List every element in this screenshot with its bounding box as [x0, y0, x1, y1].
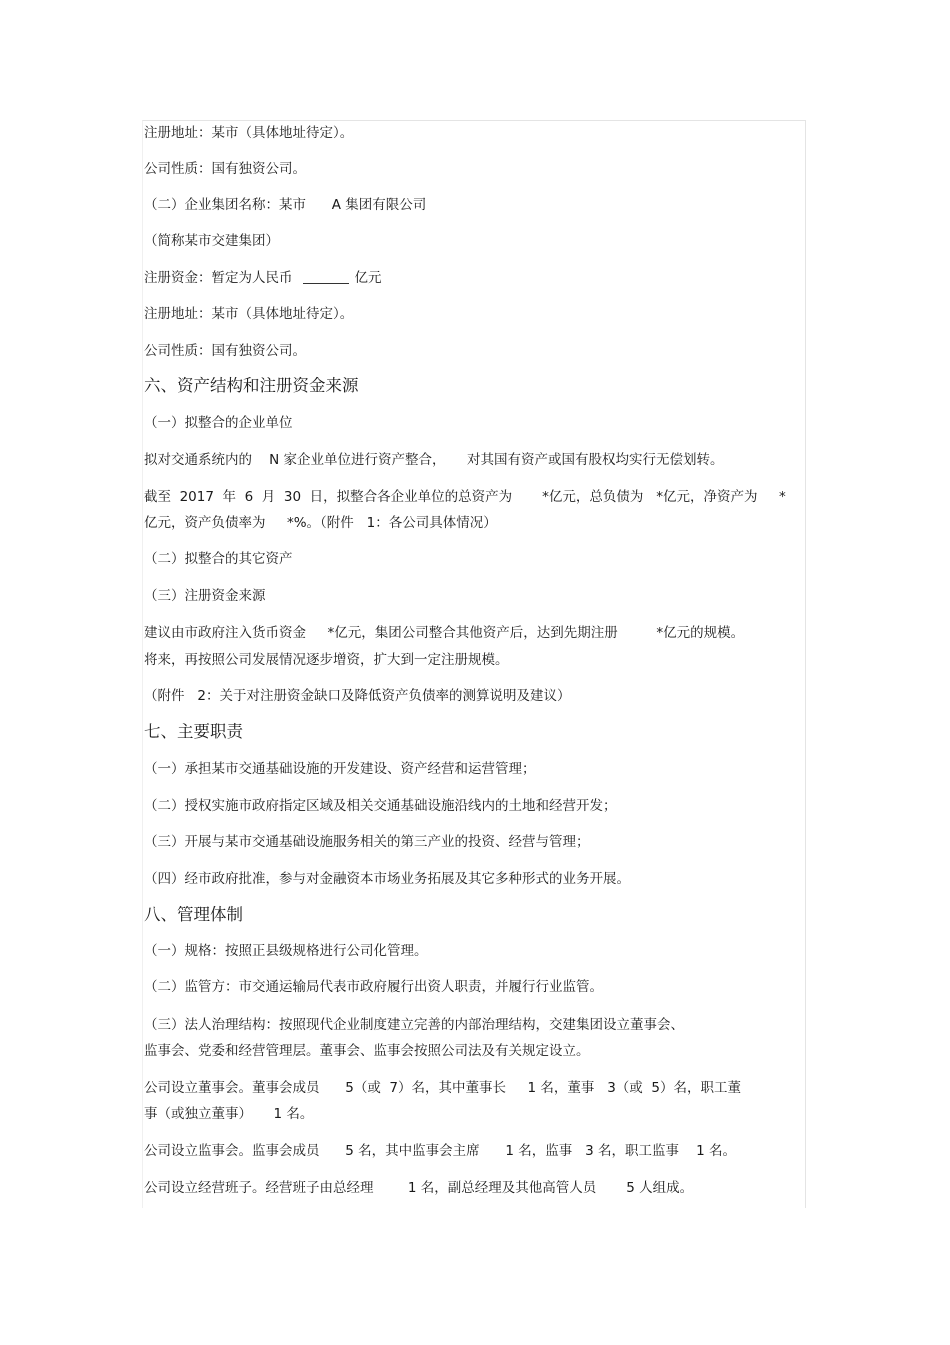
- supervisory-board: 公司设立监事会。监事会成员 5 名，其中监事会主席 1 名，监事 3 名，职工监事 1 名。: [144, 1143, 737, 1159]
- para-6-1-a: 拟对交通系统内的 N 家企业单位进行资产整合， 对其国有资产或国有股权均实行无偿划转。: [144, 452, 724, 468]
- duty-3: （三）开展与某市交通基础设施服务相关的第三产业的投资、经营与管理；: [144, 834, 590, 850]
- group-short-name: （简称某市交建集团）: [144, 233, 279, 249]
- section-8-heading: 八、管理体制: [144, 905, 243, 924]
- mgmt-3-b: 监事会、党委和经营管理层。董事会、监事会按照公司法及有关规定设立。: [144, 1043, 590, 1059]
- item-6-3: （三）注册资金来源: [144, 588, 266, 604]
- section-7-heading: 七、主要职责: [144, 722, 243, 741]
- registered-capital-unit: 亿元: [354, 270, 382, 286]
- company-nature-2: 公司性质：国有独资公司。: [144, 343, 306, 359]
- para-6-3-a: 建议由市政府注入货币资金 *亿元，集团公司整合其他资产后，达到先期注册 *亿元的规模。: [144, 625, 745, 641]
- duty-4: （四）经市政府批准，参与对金融资本市场业务拓展及其它多种形式的业务开展。: [144, 871, 630, 887]
- section-6-heading: 六、资产结构和注册资金来源: [144, 376, 359, 395]
- duty-1: （一）承担某市交通基础设施的开发建设、资产经营和运营管理；: [144, 761, 536, 777]
- registered-address-2: 注册地址：某市（具体地址待定）。: [144, 306, 354, 322]
- registered-capital: [144, 269, 382, 287]
- management-team: 公司设立经营班子。经营班子由总经理 1 名，副总经理及其他高管人员 5 人组成。: [144, 1180, 694, 1196]
- appendix-2-note: （附件 2：关于对注册资金缺口及降低资产负债率的测算说明及建议）: [144, 688, 571, 704]
- para-6-3-b: 将来，再按照公司发展情况逐步增资，扩大到一定注册规模。: [144, 652, 509, 668]
- mgmt-2: （二）监管方：市交通运输局代表市政府履行出资人职责，并履行行业监管。: [144, 979, 603, 995]
- para-6-1-c: 亿元，资产负债率为 *%。（附件 1：各公司具体情况）: [144, 515, 497, 531]
- mgmt-1: （一）规格：按照正县级规格进行公司化管理。: [144, 943, 428, 959]
- item-6-1: （一）拟整合的企业单位: [144, 415, 293, 431]
- board-a: 公司设立董事会。董事会成员 5（或 7）名，其中董事长 1 名，董事 3（或 5）名，职工董: [144, 1080, 741, 1096]
- mgmt-3-a: （三）法人治理结构：按照现代企业制度建立完善的内部治理结构，交建集团设立董事会、: [144, 1017, 684, 1033]
- board-b: 事（或独立董事） 1 名。: [144, 1106, 314, 1122]
- item-6-2: （二）拟整合的其它资产: [144, 551, 293, 567]
- company-nature-1: 公司性质：国有独资公司。: [144, 161, 306, 177]
- registered-address-1: 注册地址：某市（具体地址待定）。: [144, 125, 354, 141]
- group-name: （二）企业集团名称：某市 A 集团有限公司: [144, 197, 427, 213]
- duty-2: （二）授权实施市政府指定区域及相关交通基础设施沿线内的土地和经营开发；: [144, 798, 617, 814]
- para-6-1-b: 截至 2017 年 6 月 30 日，拟整合各企业单位的总资产为 *亿元，总负债为 *亿元，净资产为 *: [144, 489, 786, 505]
- registered-capital-label: 注册资金：暂定为人民币: [144, 270, 293, 286]
- capital-blank: [303, 271, 349, 284]
